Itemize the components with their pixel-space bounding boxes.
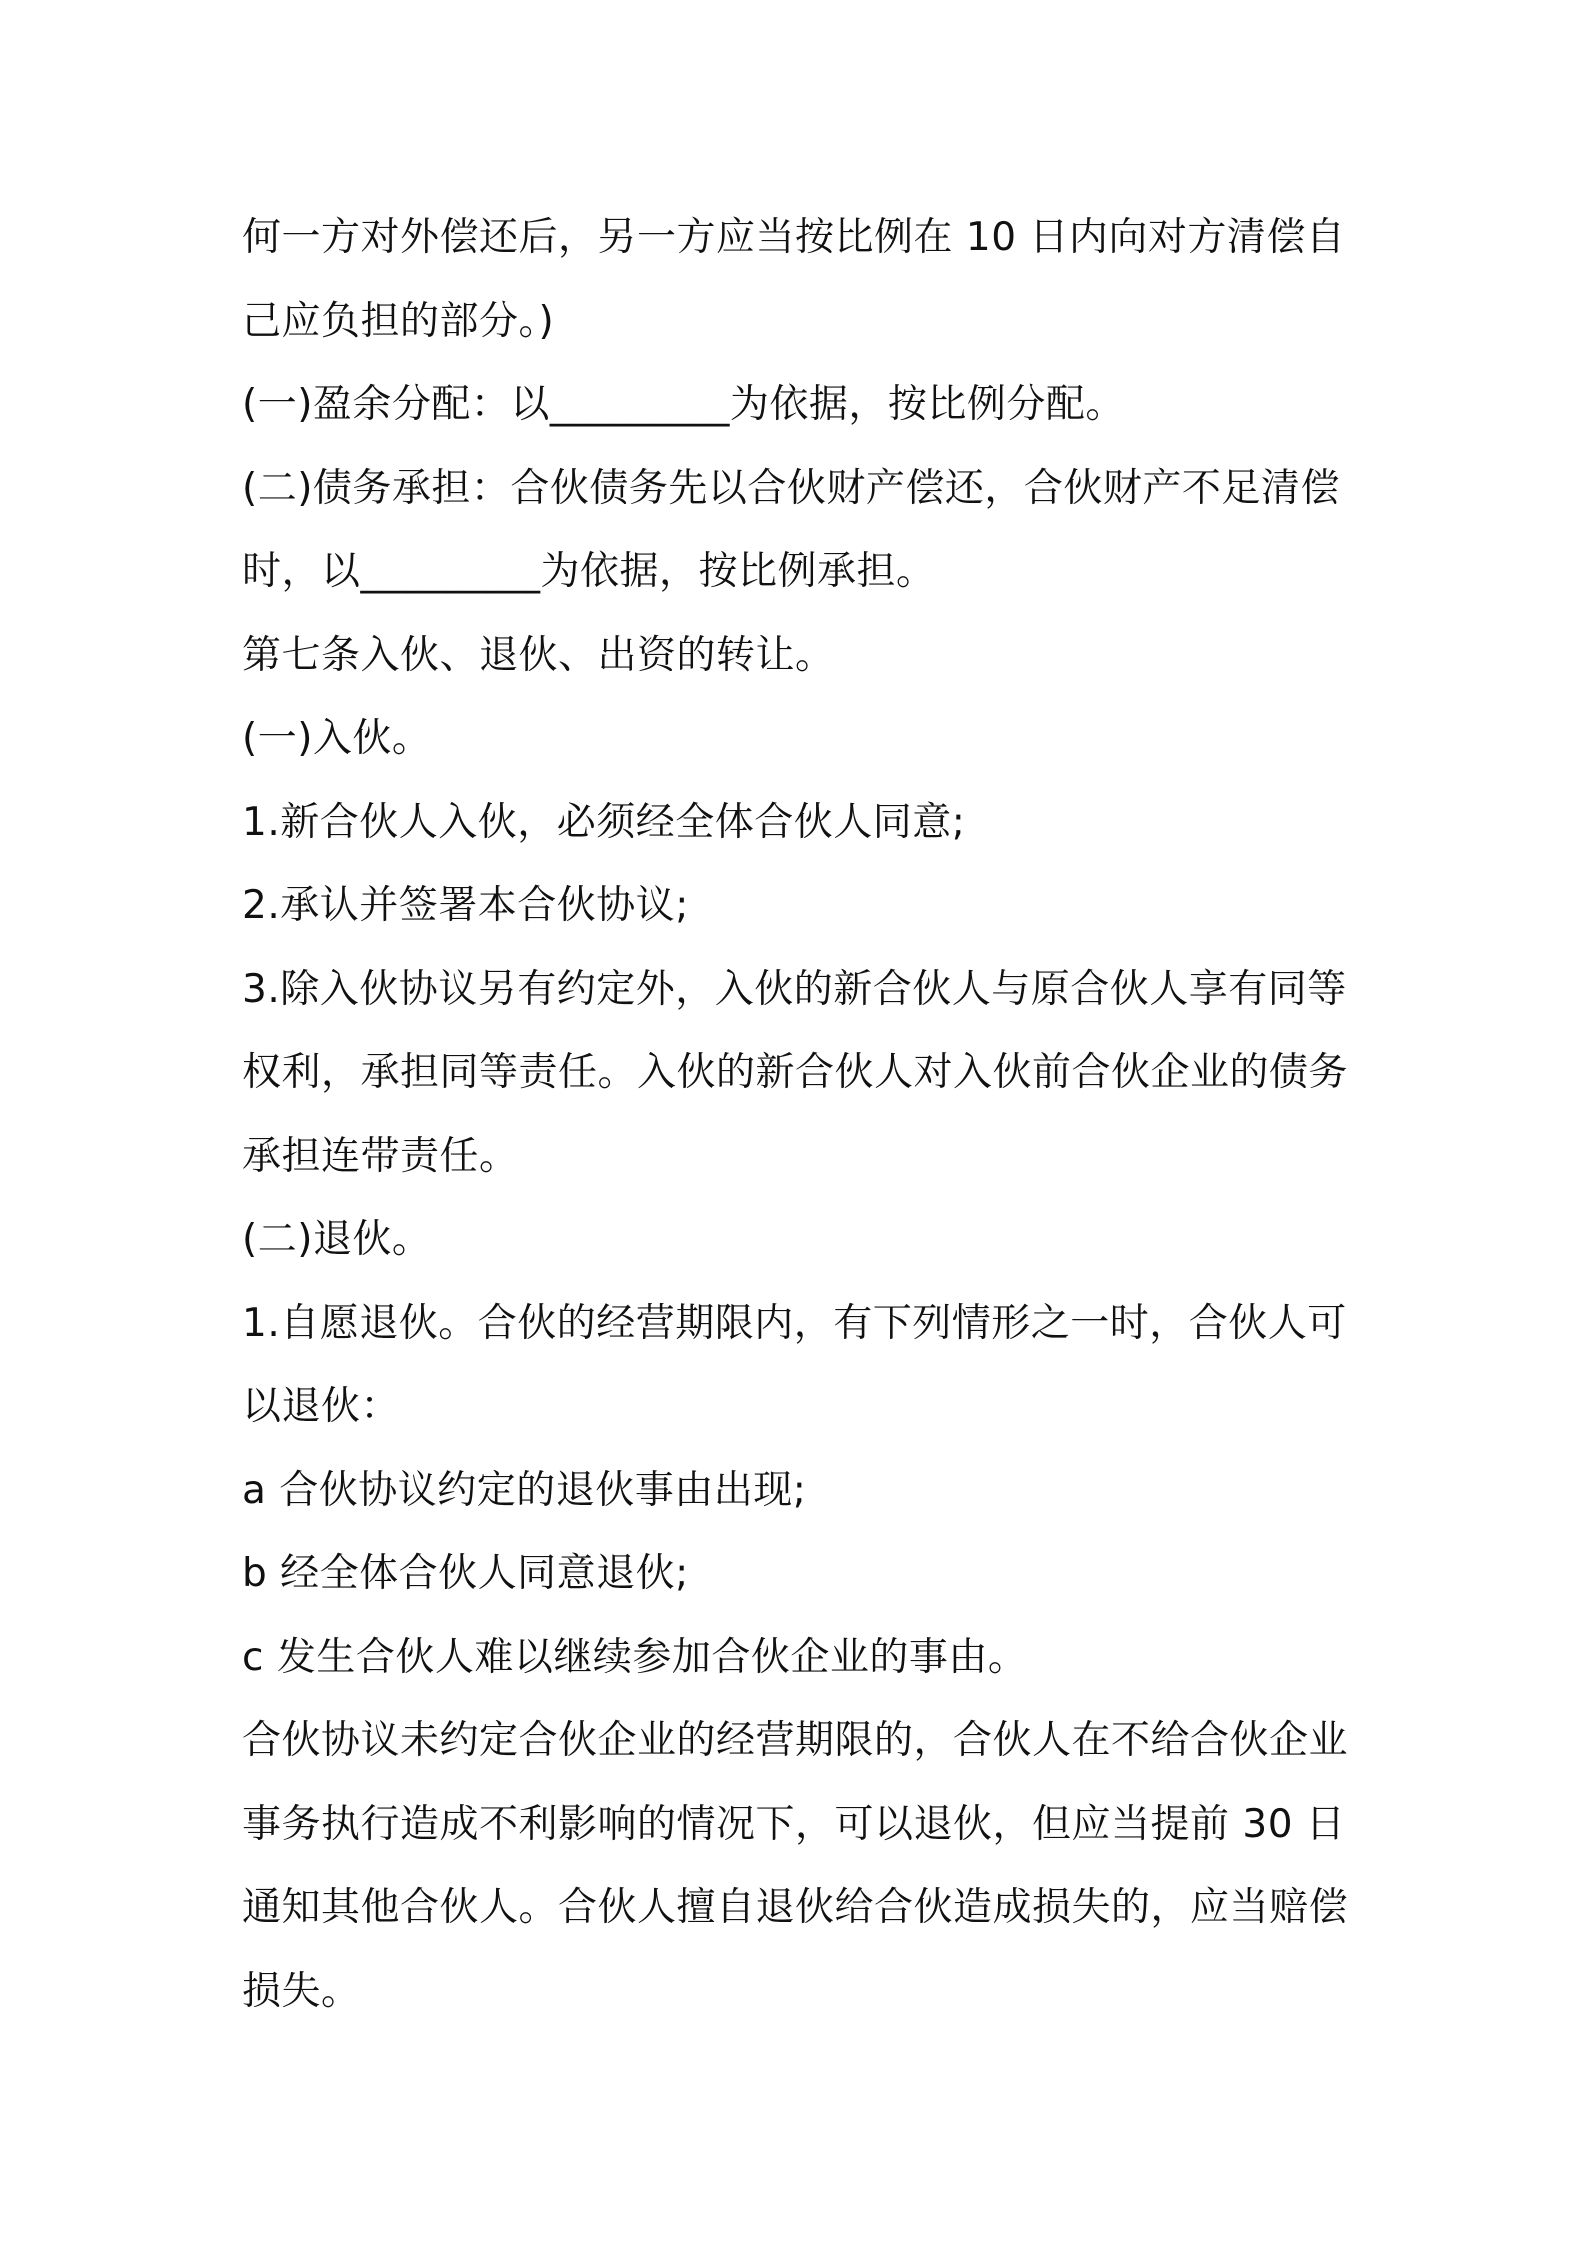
subsection-heading: (二)退伙。 xyxy=(242,1217,432,1262)
document-body xyxy=(242,196,1362,2033)
text-line: 时，以_________为依据，按比例承担。 xyxy=(242,549,936,594)
text-line: 何一方对外偿还后，另一方应当按比例在 10 日内向对方清偿自 xyxy=(242,215,1346,260)
subsection-heading: (一)入伙。 xyxy=(242,716,432,761)
list-item: 2.承认并签署本合伙协议; xyxy=(242,883,689,928)
list-item: c 发生合伙人难以继续参加合伙企业的事由。 xyxy=(242,1634,1028,1680)
text-line: 权利，承担同等责任。入伙的新合伙人对入伙前合伙企业的债务 xyxy=(242,1050,1349,1095)
text-line: 事务执行造成不利影响的情况下，可以退伙，但应当提前 30 日 xyxy=(242,1801,1346,1847)
text-line: 通知其他合伙人。合伙人擅自退伙给合伙造成损失的，应当赔偿 xyxy=(242,1885,1349,1930)
list-item: b 经全体合伙人同意退伙; xyxy=(242,1551,689,1596)
text-line: 损失。 xyxy=(242,1968,361,2014)
list-item: a 合伙协议约定的退伙事由出现; xyxy=(242,1467,807,1513)
text-line: 己应负担的部分。) xyxy=(242,298,555,344)
list-item: 3.除入伙协议另有约定外，入伙的新合伙人与原合伙人享有同等 xyxy=(242,966,1347,1012)
text-line: 承担连带责任。 xyxy=(242,1133,519,1179)
text-line: (二)债务承担：合伙债务先以合伙财产偿还，合伙财产不足清偿 xyxy=(242,465,1340,511)
text-line: 合伙协议未约定合伙企业的经营期限的，合伙人在不给合伙企业 xyxy=(242,1718,1349,1763)
text-line: 以退伙： xyxy=(242,1384,401,1429)
list-item: 1.新合伙人入伙，必须经全体合伙人同意; xyxy=(242,799,966,845)
list-item: 1.自愿退伙。合伙的经营期限内，有下列情形之一时，合伙人可 xyxy=(242,1300,1347,1346)
text-line: (一)盈余分配：以_________为依据，按比例分配。 xyxy=(242,382,1125,427)
section-heading: 第七条入伙、退伙、出资的转让。 xyxy=(242,632,835,678)
